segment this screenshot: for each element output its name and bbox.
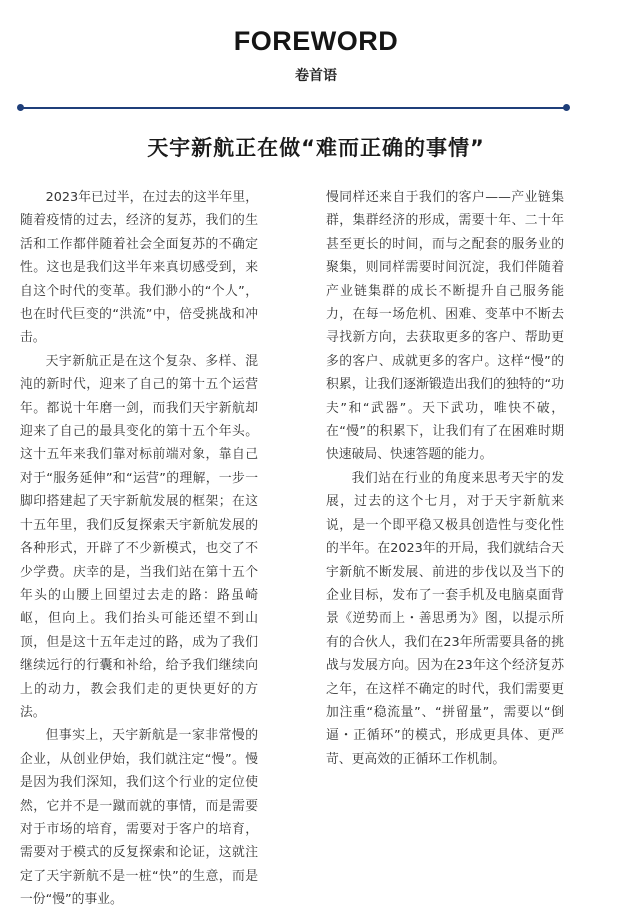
page-subtitle: 卷首语 (295, 68, 337, 84)
paragraph: 慢同样还来自于我们的客户——产业链集群，集群经济的形成，需要十年、二十年甚至更长的时间，而与之配套的服务业的聚集，则同样需要时间沉淀，我们伴随着产业链集群的成长不断提升自己服务能力，在每一场危机、困难、变革中不断去寻找新方向，去获取更多的客户、帮助更多的客户、成就更多的客户。这样“慢”的积累，让我们逐渐锻造出我们的独特的“功夫”和“武器”。天下武功，唯快不破，在“慢”的积累下，让我们有了在困难时期快速破局、快速答题的能力。 (326, 190, 564, 463)
paragraph: 我们站在行业的角度来思考天宇的发展，过去的这个七月，对于天宇新航来说，是一个即平稳又极具创造性与变化性的半年。在2023年的开局，我们就结合天宇新航不断发展、前进的步伐以及当下的企业目标，发布了一套手机及电脑桌面背景《逆势而上・善思勇为》图，以提示所有的合伙人，我们在23年所需要具备的挑战与发展方向。因为在23年这个经济复苏之年，在这样不确定的时代，我们需要更加注重“稳流量”、“拼留量”，需要以“倒逼・正循环”的模式，形成更具体、更严苛、更高效的正循环工作机制。 (326, 470, 564, 767)
right-text-column (326, 186, 564, 771)
divider-dot-right (563, 104, 570, 111)
article-headline: 天宇新航正在做“难而正确的事情” (147, 136, 485, 160)
divider-dot-left (17, 104, 24, 111)
paragraph: 但事实上，天宇新航是一家非常慢的企业，从创业伊始，我们就注定“慢”。慢是因为我们深知，我们这个行业的定位使然，它并不是一蹴而就的事情，而是需要对于市场的培育，需要对于客户的培育，需要对于模式的反复探索和论证，这就注定了天宇新航不是一桩“快”的生意，而是一份“慢”的事业。 (20, 728, 258, 908)
paragraph: 2023年已过半，在过去的这半年里，随着疫情的过去，经济的复苏，我们的生活和工作都伴随着社会全面复苏的不确定性。这也是我们这半年来真切感受到，来自这个时代的变革。我们渺小的“个人”，也在时代巨变的“洪流”中，倍受挑战和冲击。 (20, 190, 258, 346)
paragraph: 天宇新航正是在这个复杂、多样、混沌的新时代，迎来了自己的第十五个运营年。都说十年磨一剑，而我们天宇新航却迎来了自己的最具变化的第十五个年头。这十五年来我们靠对标前端对象，靠自己对于“服务延伸”和“运营”的理解，一步一脚印搭建起了天宇新航发展的框架；在这十五年里，我们反复探索天宇新航发展的各种形式，开辟了不少新模式，也交了不少学费。庆幸的是，当我们站在第十五个年头的山腰上回望过去走的路：路虽崎岖，但向上。我们抬头可能还望不到山顶，但是这十五年走过的路，成为了我们继续远行的行囊和补给，给予我们继续向上的动力，教会我们走的更快更好的方法。 (20, 353, 258, 720)
divider-line (20, 107, 566, 109)
left-text-column (20, 186, 258, 912)
page-title: FOREWORD (233, 26, 399, 56)
